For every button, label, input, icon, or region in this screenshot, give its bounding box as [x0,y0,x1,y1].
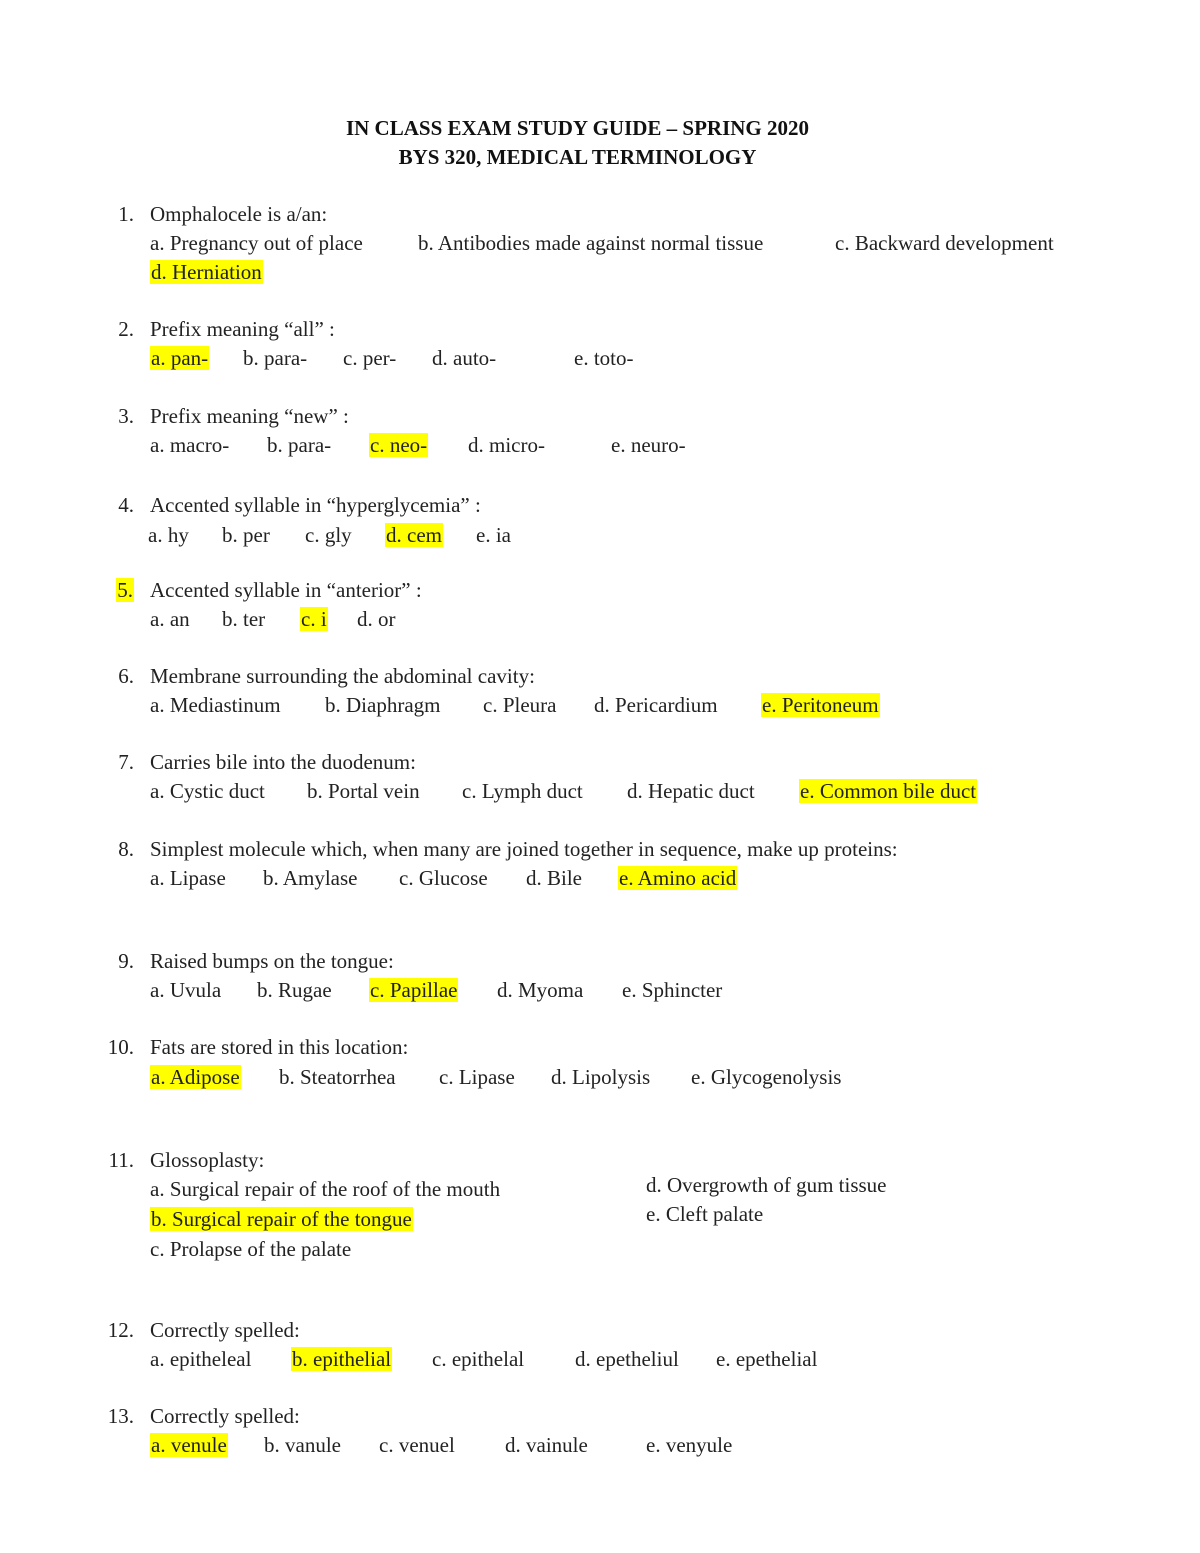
answer-option-highlighted: e. Amino acid [619,866,737,890]
answer-option-highlighted: a. venule [151,1433,227,1457]
answer-option: b. Diaphragm [325,693,441,717]
answer-option: c. per- [343,346,397,370]
answer-option-highlighted: e. Peritoneum [762,693,879,717]
question-number: 2. [118,317,134,341]
answer-option: e. ia [476,523,511,547]
answer-option-highlighted: d. cem [386,523,442,547]
answer-option: a. an [150,607,190,631]
answer-option: c. gly [305,523,352,547]
answer-option-highlighted: c. Papillae [370,978,458,1002]
answer-option: d. vainule [505,1433,588,1457]
answer-option: e. epethelial [716,1347,818,1371]
answer-option: b. Steatorrhea [279,1065,396,1089]
answer-option: a. Surgical repair of the roof of the mouth [150,1177,501,1201]
answer-option: d. Hepatic duct [627,779,755,803]
question-number: 10. [107,1035,134,1059]
answer-option: a. Pregnancy out of place [150,231,363,255]
answer-option: b. per [222,523,270,547]
answer-option-highlighted: c. neo- [370,433,428,457]
question-number: 13. [107,1404,134,1428]
answer-option-highlighted: a. Adipose [151,1065,240,1089]
question-number: 3. [118,404,134,428]
answer-option: c. Backward development [835,231,1054,255]
answer-option: a. Lipase [150,866,226,890]
answer-option: e. neuro- [611,433,686,457]
answer-option: b. Rugae [257,978,332,1002]
question-number: 6. [118,664,134,688]
answer-option: b. Amylase [263,866,358,890]
answer-option: b. Antibodies made against normal tissue [418,231,764,255]
answer-option: d. micro- [468,433,545,457]
answer-option: d. epetheliul [575,1347,679,1371]
answer-option: e. Sphincter [622,978,723,1002]
answer-option: d. auto- [432,346,497,370]
answer-option: a. Cystic duct [150,779,265,803]
answer-option: d. Myoma [497,978,584,1002]
answer-option: a. macro- [150,433,230,457]
question-prompt: Prefix meaning “all” : [150,317,335,341]
question-number: 9. [118,949,134,973]
question-number: 5. [117,578,133,602]
question-number: 4. [118,493,134,517]
question-prompt: Omphalocele is a/an: [150,202,328,226]
answer-option: e. Cleft palate [646,1202,764,1226]
answer-option: b. para- [267,433,332,457]
question-prompt: Prefix meaning “new” : [150,404,349,428]
question-prompt: Glossoplasty: [150,1148,265,1172]
answer-option-highlighted: b. epithelial [292,1347,392,1371]
answer-option-highlighted: e. Common bile duct [800,779,977,803]
document-subtitle: BYS 320, MEDICAL TERMINOLOGY [398,145,757,169]
answer-option: c. Glucose [399,866,488,890]
answer-option: c. Lipase [439,1065,515,1089]
answer-option: d. Bile [526,866,582,890]
answer-option: e. venyule [646,1433,733,1457]
answer-option: c. venuel [379,1433,455,1457]
answer-option: c. epithelal [432,1347,525,1371]
question-prompt: Fats are stored in this location: [150,1035,409,1059]
answer-option: a. Uvula [150,978,222,1002]
question-prompt: Simplest molecule which, when many are joined together in sequence, make up proteins: [150,837,898,861]
answer-option: d. Lipolysis [551,1065,651,1089]
answer-option: d. or [357,607,396,631]
question-number: 12. [107,1318,134,1342]
document-title: IN CLASS EXAM STUDY GUIDE – SPRING 2020 [345,116,810,140]
answer-option: c. Prolapse of the palate [150,1237,352,1261]
question-number: 7. [118,750,134,774]
answer-option: a. epitheleal [150,1347,252,1371]
answer-option-highlighted: c. i [301,607,327,631]
answer-option: d. Overgrowth of gum tissue [646,1173,887,1197]
question-prompt: Accented syllable in “anterior” : [150,578,422,602]
question-prompt: Correctly spelled: [150,1404,300,1428]
question-number: 11. [108,1148,134,1172]
answer-option: a. Mediastinum [150,693,281,717]
answer-option: b. Portal vein [307,779,420,803]
answer-option-highlighted: a. pan- [151,346,209,370]
answer-option: e. toto- [574,346,634,370]
question-prompt: Membrane surrounding the abdominal cavity: [150,664,535,688]
question-prompt: Raised bumps on the tongue: [150,949,394,973]
answer-option: b. para- [243,346,308,370]
question-prompt: Carries bile into the duodenum: [150,750,416,774]
answer-option: b. vanule [264,1433,341,1457]
answer-option-highlighted: b. Surgical repair of the tongue [151,1207,412,1231]
answer-option: e. Glycogenolysis [691,1065,842,1089]
answer-option: c. Lymph duct [462,779,583,803]
answer-option: b. ter [222,607,266,631]
answer-option: c. Pleura [483,693,557,717]
answer-option: a. hy [148,523,189,547]
answer-option: d. Pericardium [594,693,718,717]
question-prompt: Accented syllable in “hyperglycemia” : [150,493,481,517]
question-number: 8. [118,837,134,861]
answer-option-highlighted: d. Herniation [151,260,262,284]
question-number: 1. [118,202,134,226]
question-prompt: Correctly spelled: [150,1318,300,1342]
